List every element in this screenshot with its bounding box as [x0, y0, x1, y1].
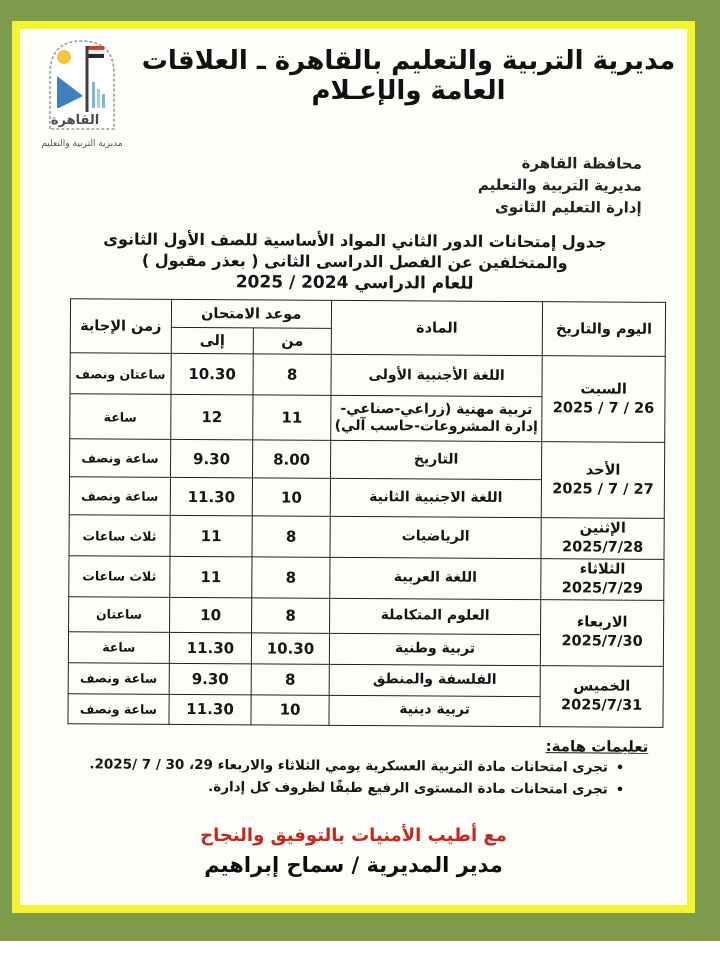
table-row [70, 353, 665, 398]
doc-title-line-1: جدول إمتحانات الدور الثاني المواد الأساسية للصف الأول الثانوى [103, 229, 607, 252]
subject-cell: تربية مهنية (زراعي-صناعي-إدارة المشروعات-حاسب آلي) [330, 396, 542, 442]
important-instructions [18, 733, 648, 801]
note-text: تجرى امتحانات مادة التربية العسكرية يومي الثلاثاء والاربعاء 29، 30 / 7 /2025. [89, 756, 608, 776]
from-cell: 10 [251, 695, 329, 725]
day-name: الإثنين [579, 520, 626, 537]
day-cell [542, 356, 665, 443]
day-date: 2025/7/29 [561, 580, 644, 597]
from-cell: 10 [253, 478, 331, 516]
to-cell: 11.30 [169, 694, 252, 725]
day-cell [541, 442, 664, 519]
from-cell: 8 [252, 516, 330, 557]
note-text: تجرى امتحانات مادة المستوى الرفيع طبقًا لظروف كل إدارة. [208, 779, 608, 798]
letterhead-line-governorate: محافظة القاهرة [521, 154, 642, 173]
subject-cell: اللغة العربية [330, 557, 542, 599]
duration-cell: ساعتان ونصف [70, 353, 171, 395]
day-date: 2025/7/30 [561, 633, 643, 650]
col-header-day-date: اليوم والتاريخ [542, 302, 665, 357]
bullet-icon: • [615, 782, 625, 798]
col-header-to: إلى [171, 328, 254, 355]
subject-cell: تربية وطنية [329, 633, 541, 665]
table-row [69, 556, 664, 600]
letterhead [22, 150, 642, 219]
col-header-subject: المادة [331, 301, 543, 356]
to-cell: 11.30 [170, 478, 253, 517]
note-item [18, 754, 624, 778]
page-title: مديرية التربية والتعليم بالقاهرة ـ العلاقات العامة والإعـلام [141, 46, 676, 106]
note-item [18, 776, 624, 800]
duration-cell: ساعة ونصف [68, 662, 169, 694]
from-cell: 10.30 [252, 633, 330, 664]
to-cell: 11.30 [169, 632, 252, 664]
subject-cell: الفلسفة والمنطق [329, 664, 541, 696]
day-cell [541, 559, 664, 600]
from-cell: 8 [251, 664, 329, 695]
day-date: 2025 / 7 / 26 [552, 399, 655, 417]
subject-cell: تربية دينية [329, 695, 541, 726]
good-wishes-line: مع أطيب الأمنيات بالتوفيق والنجاح [200, 824, 507, 846]
from-cell: 8.00 [253, 440, 331, 478]
cairo-education-logo-icon [45, 34, 119, 134]
day-cell [541, 518, 664, 559]
duration-cell: ساعة ونصف [68, 693, 169, 724]
to-cell: 9.30 [170, 440, 253, 479]
table-row [69, 439, 664, 481]
day-name: السبت [580, 381, 627, 398]
duration-cell: ساعة [68, 631, 169, 663]
from-cell: 8 [253, 354, 331, 395]
subject-cell: اللغة الأجنبية الأولى [331, 355, 543, 397]
day-date: 2025/7/31 [561, 696, 643, 714]
from-cell: 8 [252, 557, 330, 598]
logo-city-label: القاهرة [50, 113, 100, 128]
doc-title-line-2: والمتخلفين عن الفصل الدراسى الثانى ( بعذر مقبول ) [141, 250, 568, 273]
subject-cell: العلوم المتكاملة [329, 598, 541, 634]
egypt-flag-icon [87, 46, 104, 58]
day-cell [541, 599, 664, 666]
letterhead-line-administration: إدارة التعليم الثانوى [494, 197, 642, 217]
directorate-logo [26, 34, 138, 149]
document-body [18, 150, 689, 801]
day-cell [540, 665, 663, 727]
to-cell: 10 [169, 597, 252, 633]
table-row [68, 662, 663, 697]
col-header-exam-time: موعد الامتحان [171, 300, 331, 329]
duration-cell: ساعة [70, 394, 171, 440]
letterhead-line-directorate: مديرية التربية والتعليم [477, 175, 642, 195]
director-signature-line: مدير المديرية / سماح إبراهيم [204, 852, 503, 877]
table-row [69, 515, 664, 559]
day-name: الخميس [573, 678, 631, 695]
page-header [20, 29, 687, 149]
col-header-from: من [254, 328, 332, 354]
subject-cell: الرياضيات [330, 517, 542, 559]
doc-title-line-3: للعام الدراسي 2024 / 2025 [235, 272, 474, 294]
day-name: الاربعاء [576, 614, 628, 631]
col-header-answer-time: زمن الإجابة [70, 299, 171, 354]
day-date: 2025/7/28 [561, 539, 644, 556]
notes-title: تعليمات هامة: [545, 736, 649, 756]
table-row [69, 596, 664, 635]
paper-sheet [12, 21, 695, 913]
document-title [21, 229, 688, 295]
from-cell: 11 [253, 395, 331, 440]
logo-caption: مديرية التربية والتعليم [41, 139, 123, 149]
exam-schedule-table [67, 299, 666, 728]
day-name: الثلاثاء [579, 561, 626, 578]
from-cell: 8 [252, 598, 330, 633]
to-cell: 12 [170, 395, 253, 441]
to-cell: 11 [169, 556, 252, 597]
duration-cell: ثلاث ساعات [69, 515, 170, 556]
subject-cell: التاريخ [330, 441, 542, 480]
sun-icon [57, 50, 71, 64]
day-name: الأحد [585, 462, 621, 479]
duration-cell: ساعة ونصف [69, 477, 170, 516]
duration-cell: ساعة ونصف [69, 439, 170, 478]
to-cell: 9.30 [169, 663, 252, 695]
to-cell: 10.30 [171, 354, 254, 396]
bullet-icon: • [615, 760, 625, 776]
duration-cell: ساعتان [69, 596, 170, 632]
day-date: 2025 / 7 / 27 [552, 480, 654, 498]
to-cell: 11 [170, 516, 253, 557]
duration-cell: ثلاث ساعات [69, 556, 170, 597]
subject-cell: اللغة الاجنبية الثانية [330, 479, 542, 518]
